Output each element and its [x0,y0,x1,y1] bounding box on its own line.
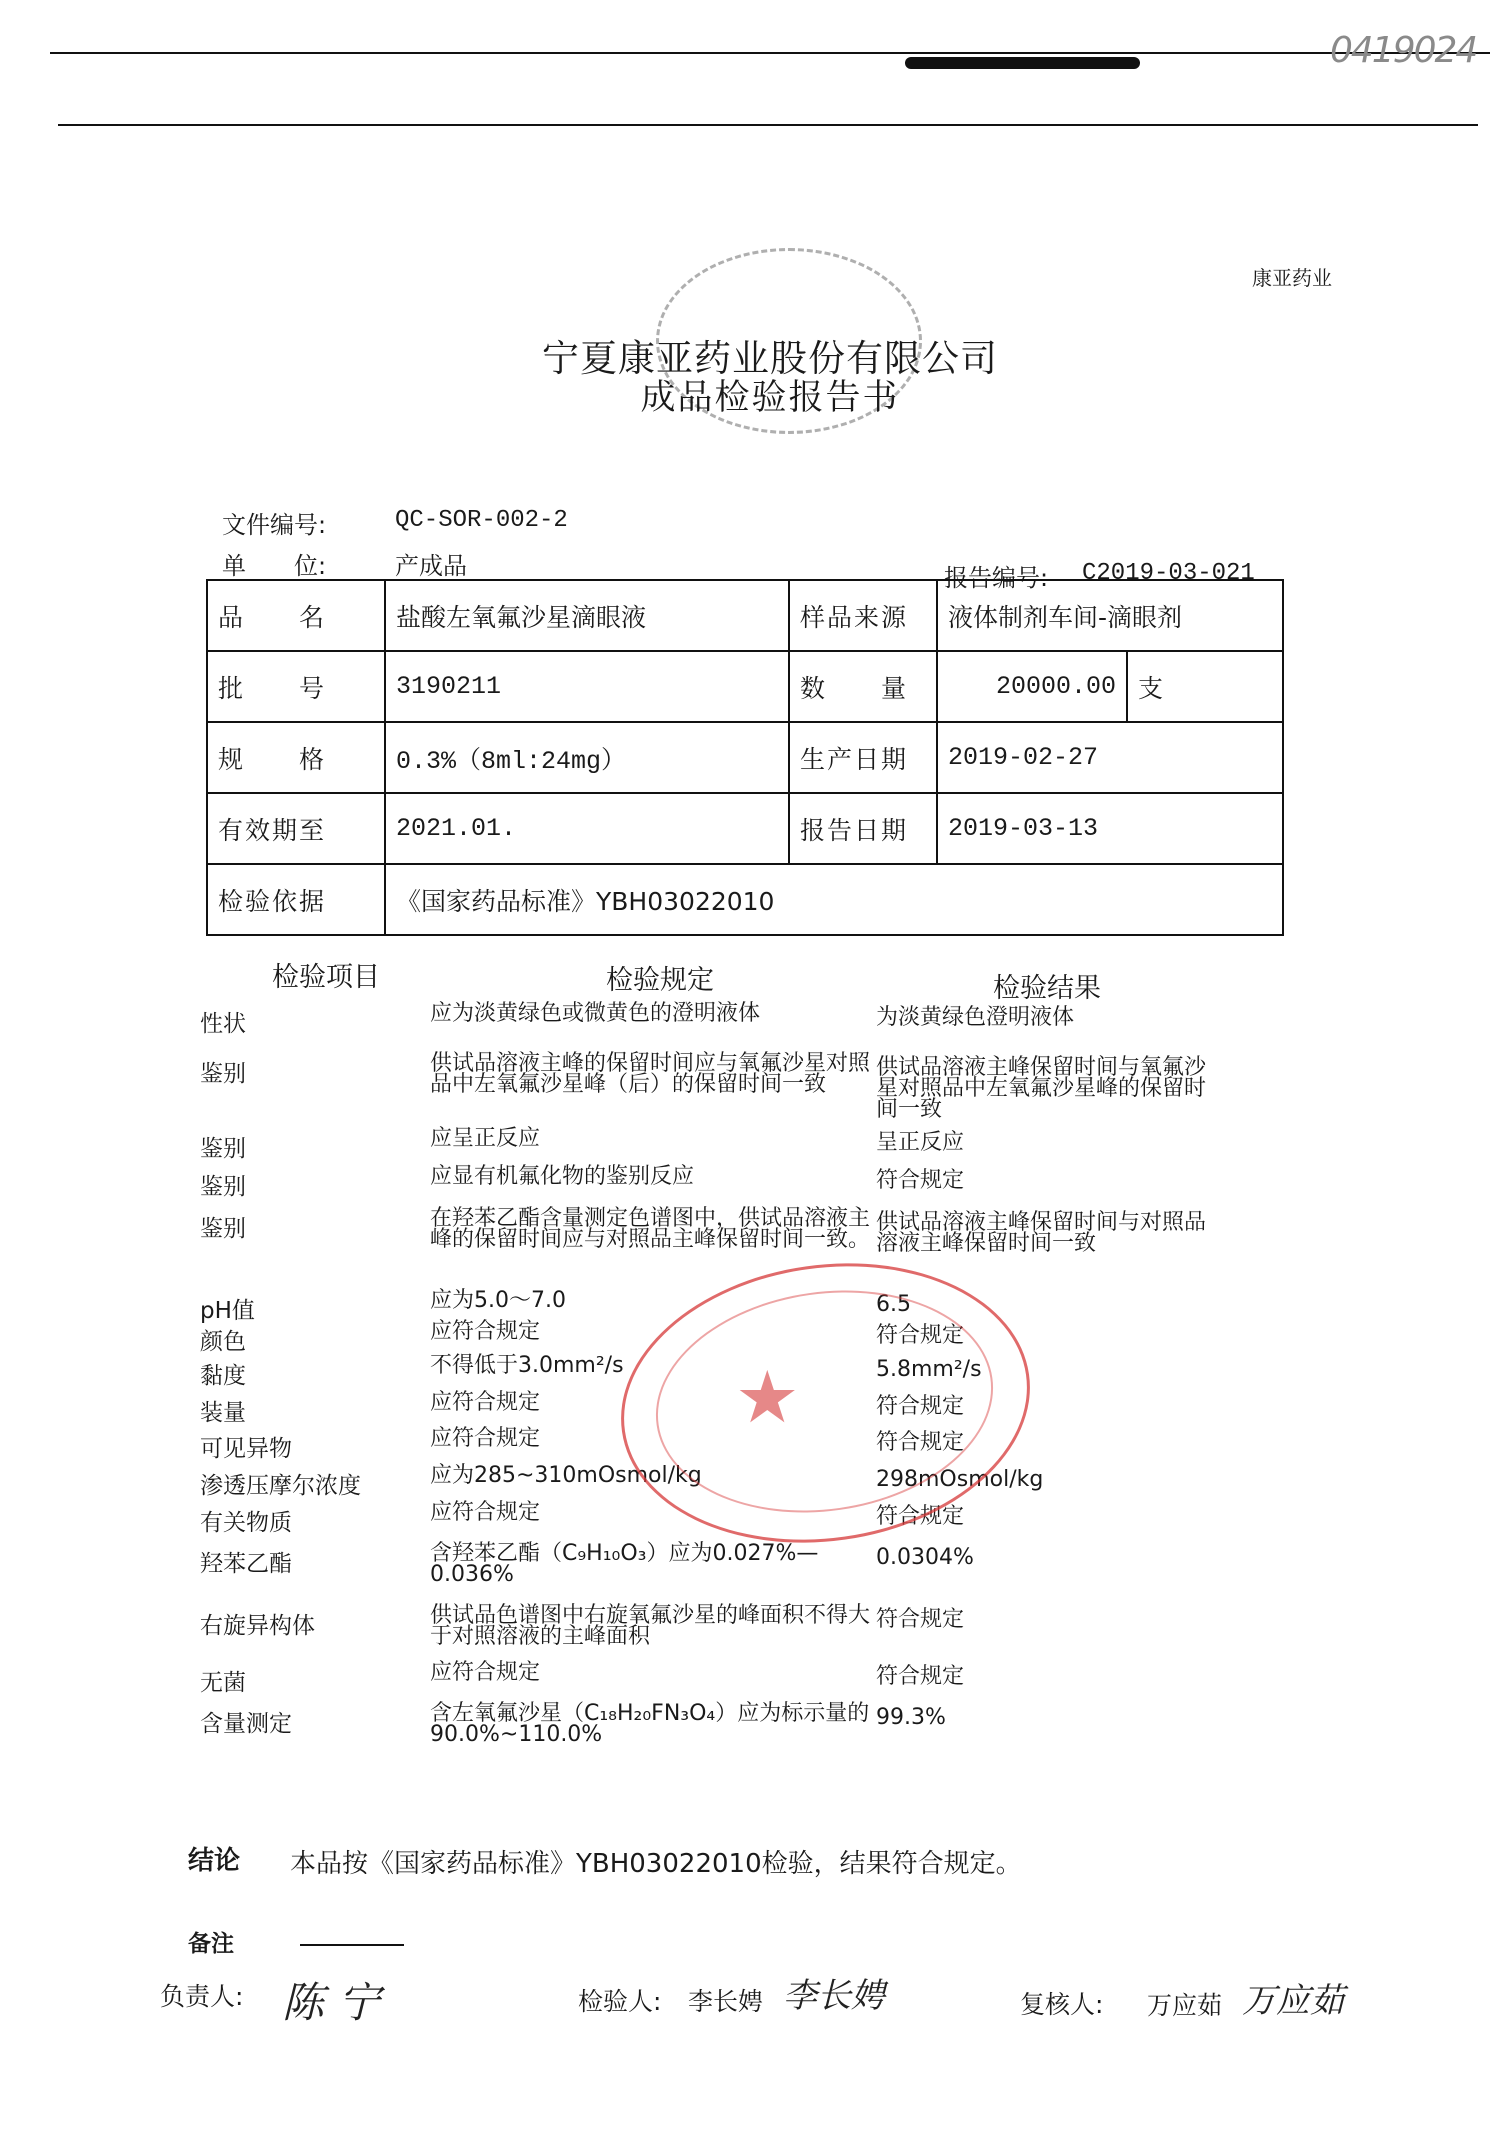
conclusion-text: 本品按《国家药品标准》YBH03022010检验，结果符合规定。 [290,1849,1022,1879]
responsible-signature: 陈宁 [282,1978,395,2027]
result-value: 符合规定 [876,1168,965,1193]
result-spec: 应符合规定 [430,1426,541,1451]
result-value: 0.0304% [876,1545,974,1570]
result-item: 无菌 [200,1670,246,1696]
sample-source-value: 液体制剂车间-滴眼剂 [937,580,1283,651]
results-header-result: 检验结果 [993,973,1101,1004]
result-spec: 应呈正反应 [430,1126,541,1151]
result-spec: 不得低于3.0mm²/s [430,1353,624,1378]
result-item: 可见异物 [200,1436,292,1462]
red-seal-star-icon: ★ [735,1355,800,1439]
result-value: 供试品溶液主峰保留时间与氧氟沙星对照品中左氧氟沙星峰的保留时间一致 [876,1055,1207,1122]
results-header-spec: 检验规定 [606,965,714,996]
result-item: 性状 [200,1011,246,1037]
inspector-label: 检验人: [578,1987,662,2016]
remarks-line [300,1944,404,1946]
quantity-unit: 支 [1127,651,1283,722]
result-item: 鉴别 [200,1216,246,1242]
result-value: 符合规定 [876,1504,965,1529]
info-row-batch [207,651,1283,722]
result-value: 6.5 [876,1292,911,1317]
file-no-value: QC-SOR-002-2 [395,507,568,534]
result-item: 鉴别 [200,1136,246,1162]
batch-label: 批 号 [207,651,385,722]
document-title: 成品检验报告书 [640,378,900,418]
result-item: 右旋异构体 [200,1613,315,1639]
expiry-label: 有效期至 [207,793,385,864]
basis-value: 《国家药品标准》YBH03022010 [385,864,1283,935]
result-item: 渗透压摩尔浓度 [200,1473,361,1499]
result-spec: 应为5.0～7.0 [430,1288,566,1313]
result-item: 含量测定 [200,1711,292,1737]
inspector-name: 李长娉 [688,1987,764,2016]
unit-value: 产成品 [395,552,467,580]
result-spec: 供试品色谱图中右旋氧氟沙星的峰面积不得大于对照溶液的主峰面积 [430,1603,871,1649]
result-value: 符合规定 [876,1664,965,1689]
quantity-label: 数 量 [789,651,937,722]
spec-value: 0.3%（8ml:24mg） [385,722,789,793]
result-spec: 供试品溶液主峰的保留时间应与氧氟沙星对照品中左氧氟沙星峰（后）的保留时间一致 [430,1051,871,1097]
result-item: pH值 [200,1298,255,1324]
expiry-value: 2021.01. [385,793,789,864]
brand-label: 康亚药业 [1252,266,1332,290]
result-value: 符合规定 [876,1323,965,1348]
responsible-label: 负责人: [160,1982,244,2011]
remarks-label: 备注 [188,1931,234,1957]
info-row-expiry [207,793,1283,864]
result-value: 为淡黄绿色澄明液体 [876,1005,1075,1030]
redacted-bar [905,57,1140,69]
result-item: 黏度 [200,1363,246,1389]
report-date-value: 2019-03-13 [937,793,1283,864]
result-value: 298mOsmol/kg [876,1467,1044,1492]
info-table [206,579,1284,936]
result-item: 鉴别 [200,1061,246,1087]
quantity-value: 20000.00 [937,651,1127,722]
result-item: 鉴别 [200,1174,246,1200]
result-value: 99.3% [876,1705,946,1730]
prod-date-label: 生产日期 [789,722,937,793]
result-item: 羟苯乙酯 [200,1551,292,1577]
result-spec: 在羟苯乙酯含量测定色谱图中，供试品溶液主峰的保留时间应与对照品主峰保留时间一致。 [430,1206,871,1252]
result-spec: 应符合规定 [430,1660,541,1685]
result-value: 符合规定 [876,1430,965,1455]
batch-value: 3190211 [385,651,789,722]
file-no-label: 文件编号: [222,511,327,539]
report-no-label: 报告编号: [944,564,1049,592]
info-row-spec [207,722,1283,793]
product-name-value: 盐酸左氧氟沙星滴眼液 [385,580,789,651]
result-spec: 含左氧氟沙星（C₁₈H₂₀FN₃O₄）应为标示量的90.0%~110.0% [430,1701,870,1747]
top-rule [50,52,1490,54]
prod-date-value: 2019-02-27 [937,722,1283,793]
info-row-basis [207,864,1283,935]
result-spec: 应符合规定 [430,1500,541,1525]
reviewer-signature: 万应茹 [1242,1981,1344,2021]
result-spec: 应符合规定 [430,1319,541,1344]
company-name: 宁夏康亚药业股份有限公司 [542,337,998,380]
reviewer-label: 复核人: [1020,1990,1104,2019]
result-value: 符合规定 [876,1607,965,1632]
product-name-label: 品 名 [207,580,385,651]
spec-label: 规 格 [207,722,385,793]
result-item: 装量 [200,1400,246,1426]
basis-label: 检验依据 [207,864,385,935]
results-header-item: 检验项目 [272,962,380,993]
result-item: 颜色 [200,1329,246,1355]
result-spec: 应为285~310mOsmol/kg [430,1463,702,1488]
reviewer-name: 万应茹 [1147,1991,1223,2020]
result-value: 符合规定 [876,1394,965,1419]
sample-source-label: 样品来源 [789,580,937,651]
info-row-product [207,580,1283,651]
report-no-value: C2019-03-021 [1082,560,1255,587]
unit-label: 单 位: [222,552,327,580]
result-spec: 应为淡黄绿色或微黄色的澄明液体 [430,1001,761,1026]
inspector-signature: 李长娉 [783,1976,885,2016]
result-value: 5.8mm²/s [876,1357,982,1382]
result-spec: 含羟苯乙酯（C₉H₁₀O₃）应为0.027%—0.036% [430,1541,819,1587]
report-date-label: 报告日期 [789,793,937,864]
result-spec: 应显有机氟化物的鉴别反应 [430,1164,695,1189]
result-spec: 应符合规定 [430,1390,541,1415]
result-value: 供试品溶液主峰保留时间与对照品溶液主峰保留时间一致 [876,1210,1207,1256]
conclusion-label: 结论 [188,1846,241,1876]
result-item: 有关物质 [200,1510,292,1536]
corner-handwritten-mark: 0419024 [1330,30,1477,71]
result-value: 呈正反应 [876,1130,965,1155]
header-rule [58,124,1478,126]
